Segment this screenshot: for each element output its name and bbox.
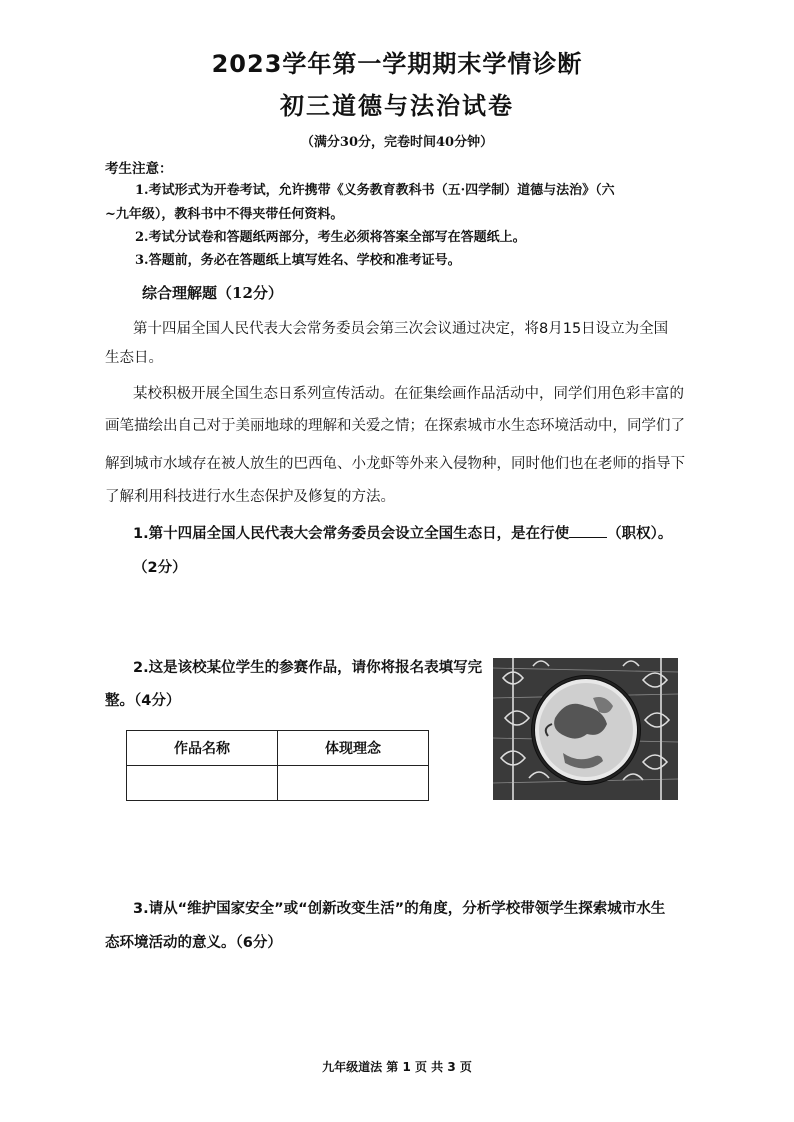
question-3-line1: 3.请从“维护国家安全”或“创新改变生活”的角度，分析学校带领学生探索城市水生 [133,901,666,917]
material-para2-line1: 某校积极开展全国生态日系列宣传活动。在征集绘画作品活动中，同学们用色彩丰富的 [133,386,684,402]
material-para1-line2: 生态日。 [105,350,163,366]
entry-form-table [126,730,429,801]
notice-item-3: 3.答题前，务必在答题纸上填写姓名、学校和准考证号。 [135,253,461,268]
notice-item-2: 2.考试分试卷和答题纸两部分，考生必须将答案全部写在答题纸上。 [135,230,526,245]
answer-blank[interactable] [569,523,607,538]
question-3-line2: 态环境活动的意义。（6分） [105,935,282,951]
material-para2-line4: 了解利用科技进行水生态保护及修复的方法。 [105,489,395,505]
table-header-cell: 体现理念 [278,731,429,766]
section-title: 综合理解题（12分） [142,284,283,302]
table-row [127,766,429,801]
question-2-line1: 2.这是该校某位学生的参赛作品，请你将报名表填写完 [133,660,483,676]
answer-cell[interactable] [127,766,278,801]
notice-heading: 考生注意： [105,161,173,177]
question-1-text-end: （职权）。 [607,526,673,542]
question-2-line2: 整。（4分） [105,693,181,709]
question-1 [133,522,672,543]
answer-cell[interactable] [278,766,429,801]
page-footer: 九年级道法 第 1 页 共 3 页 [322,1060,472,1074]
exam-title: 2023学年第一学期期末学情诊断 [211,50,583,78]
exam-subject-title: 初三道德与法治试卷 [280,92,514,120]
exam-meta: （满分30分，完卷时间40分钟） [300,135,494,150]
student-earth-drawing [493,658,678,800]
table-header-row [127,731,429,766]
material-para2-line2: 画笔描绘出自己对于美丽地球的理解和关爱之情；在探索城市水生态环境活动中，同学们了 [105,418,685,434]
material-para2-line3: 解到城市水域存在被人放生的巴西龟、小龙虾等外来入侵物种，同时他们也在老师的指导下 [105,456,685,472]
material-para1-line1: 第十四届全国人民代表大会常务委员会第三次会议通过决定，将8月15日设立为全国 [133,321,669,337]
question-1-score: （2分） [133,560,187,576]
notice-item-1-cont: ~九年级），教科书中不得夹带任何资料。 [105,207,344,222]
table-header-cell: 作品名称 [127,731,278,766]
notice-item-1: 1.考试形式为开卷考试，允许携带《义务教育教科书（五·四学制）道德与法治》（六 [135,183,615,198]
question-1-text: 1.第十四届全国人民代表大会常务委员会设立全国生态日，是在行使 [133,526,570,542]
